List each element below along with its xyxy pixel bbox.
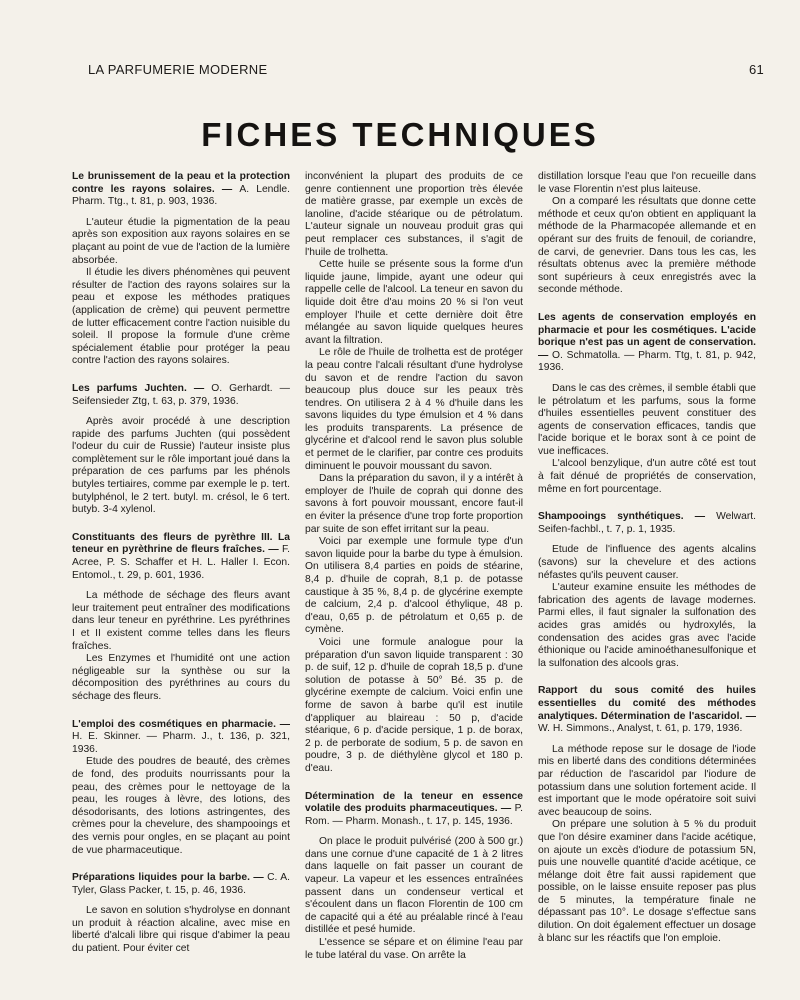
article-paragraph: On place le produit pulvérisé (200 à 500 gr.) dans une cornue d'une capacité de 1 à 2 litres dans laquelle on fait passer un courant de vapeur. La vapeur et les essences entraînées passent dans un condenseur vertical et s'écoulent dans un flacon Florentin de 100 cm de capacité qui a été au préalable rincé à l'eau distillée et pesé humide. xyxy=(305,836,523,936)
article-title: Préparations liquides pour la barbe. — xyxy=(72,872,264,884)
article-paragraph: L'auteur examine ensuite les méthodes de fabrication des agents de lavage modernes. Parmi elles, il faut signaler la sulfonation des acides gras amidés ou hydroxylés, la condensation des acides gras avec l'acide éthionique ou l'acide aminoéthanesulfonique et la sulfonation des alcools gras. xyxy=(538,582,756,669)
article-brunissement xyxy=(72,171,290,368)
page-number: 61 xyxy=(748,62,764,77)
article-heading xyxy=(72,383,290,408)
article-cosmetiques xyxy=(72,719,290,858)
article-title: Les parfums Juchten. — xyxy=(72,382,205,394)
column-2 xyxy=(305,171,523,986)
article-barbe xyxy=(72,872,290,956)
article-citation: Welwart. Seifen-fachbl., t. 7, p. 1, 1935. xyxy=(538,511,756,535)
article-paragraph: Le rôle de l'huile de trolhetta est de protéger la peau contre l'alcali résultant d'une hydrolyse du savon et de rendre l'action du savon beaucoup plus douce sur les peaux très tendres. On utilisera 2 à 4 % d'huile dans les savons liquides du type émulsion et 4 % dans les produits transparents. La présence de glycérine et d'alcool rend le savon plus soluble et permet de le clarifier, par contre ces produits diminuent le pouvoir moussant du savon. xyxy=(305,347,523,472)
article-juchten xyxy=(72,383,290,517)
article-title: L'emploi des cosmétiques en pharmacie. — xyxy=(72,718,290,730)
article-paragraph: On a comparé les résultats que donne cette méthode et ceux qu'on obtient en appliquant la méthode de la Pharmacopée allemande et en opérant sur des fruits de fenouil, de coriandre, de carvi, de genevrier. Dans tous les cas, les résultats obtenus avec la première méthode sont supérieurs à ceux enregistrés avec la seconde méthode. xyxy=(538,196,756,296)
article-paragraph: L'alcool benzylique, d'un autre côté est tout à fait dénué de propriétés de conservation, même en fort pourcentage. xyxy=(538,458,756,495)
article-citation: A. Lendle. Pharm. Ttg., t. 81, p. 903, 1936. xyxy=(72,183,290,208)
article-title: Détermination de la teneur en essence volatile des produits pharmaceutiques. — xyxy=(305,790,523,815)
article-shampooings xyxy=(538,511,756,670)
article-paragraph: La méthode repose sur le dosage de l'iode mis en liberté dans des conditions déterminées par réduction de l'ascaridol par l'iodure de potassium dans une solution fortement acide. Il est important que le mode opératoire soit suivi avec beaucoup de soins. xyxy=(538,743,756,818)
article-citation: F. Acree, P. S. Schaffer et H. L. Haller I. Econ. Entomol., t. 29, p. 601, 1936. xyxy=(72,544,290,581)
article-paragraph: Voici une formule analogue pour la préparation d'un savon liquide transparent : 30 p. de suif, 12 p. d'huile de coprah 18,5 p. d'une solution de potasse à 50° Bé. 35 p. de glycérine exempte de calcium. Voici enfin une forme de savon à barbe qu'il est inutile d'appliquer au blaireau : 50 p, d'acide stéarique, 6 p. d'acide persique, 1 p. de borax, 2 p. de perborate de sodium, 5 p. de savon en poudre, 3 p. de diéthylène glycol et 180 p. d'eau. xyxy=(305,636,523,774)
article-paragraph: La méthode de séchage des fleurs avant leur traitement peut entraîner des modifications dans leur teneur en pyréthrine. Les pyréthrines I et II existent comme telles dans les fleurs fraîches. xyxy=(72,590,290,652)
article-title: Constituants des fleurs de pyrèthre III. La teneur en pyrèthrine de fleurs fraîches. — xyxy=(72,531,290,556)
article-paragraph: Les Enzymes et l'humidité ont une action négligeable sur la synthèse ou sur la décomposition des pyréthrines au cours du séchage des fleurs. xyxy=(72,653,290,702)
article-citation: O. Gerhardt. — Seifensieder Ztg, t. 63, p. 379, 1936. xyxy=(72,382,290,407)
article-paragraph: Dans le cas des crèmes, il semble établi que le pétrolatum et les parfums, sous la forme d'huiles essentielles peuvent constituer des agents de conservation efficaces, tandis que l'acide borique et le borax sont à ce point de vue inefficaces. xyxy=(538,382,756,457)
article-citation: O. Schmatolla. — Pharm. Ttg, t. 81, p. 942, 1936. xyxy=(538,349,756,374)
article-paragraph: On prépare une solution à 5 % du produit que l'on désire examiner dans l'acide acétique, on ajoute un excès d'iodure de potassium 5N, puis une nouvelle quantité d'acide acétique, ce mélange doit être fait aussi rapidement que possible, on le laisse ensuite reposer pas plus de 5 minutes, la température finale ne dépassant pas 10°. Le dosage s'effectue sans dilution. On doit également effectuer un dosage à blanc sur les réactifs que l'on emploie. xyxy=(538,819,756,944)
article-paragraph: Etude de l'influence des agents alcalins (savons) sur la chevelure et des actions néfastes qu'ils peuvent causer. xyxy=(538,544,756,581)
article-paragraph: distillation lorsque l'eau que l'on recueille dans le vase Florentin n'est plus laiteuse. xyxy=(538,171,756,195)
article-heading xyxy=(538,685,756,735)
article-essence-volatile xyxy=(305,791,523,963)
article-paragraph: Voici par exemple une formule type d'un savon liquide pour la barbe du type à émulsion. On utilisera 8,4 parties en poids de stéarine, 8,4 p. d'huile de coprah, 8,1 p. de potasse caustique à 35 %, 8,4 p. de glycérine exempte de calcium, 2,4 p. d'alcool éthylique, 48 p. d'eau, 0,65 p. de pétrolatum et 0,65 p. de cymène. xyxy=(305,536,523,636)
article-paragraph: Le savon en solution s'hydrolyse en donnant un produit à réaction alcaline, avec mise en liberté d'alcali libre qui risque d'abimer la peau du patient. Pour éviter cet xyxy=(72,905,290,955)
article-paragraph: inconvénient la plupart des produits de ce genre contiennent une proportion très élevée de matière grasse, par exemple un excès de lanoline, d'acide stéarique ou de pétrolatum. L'auteur signale un nouveau produit gras qui peut remplacer ces substances, il s'agit de l'huile de trolhetta. xyxy=(305,171,523,258)
column-3 xyxy=(538,171,756,986)
article-paragraph: Dans la préparation du savon, il y a intérêt à employer de l'huile de coprah qui donne des savons à fort pouvoir moussant, encore faut-il en éviter la présence d'une trop forte proportion par suite de son effet irritant sur la peau. xyxy=(305,473,523,535)
article-citation: P. Rom. — Pharm. Monash., t. 17, p. 145, 1936. xyxy=(305,803,523,827)
article-paragraph: L'essence se sépare et on élimine l'eau par le tube latéral du vase. On arrête la xyxy=(305,937,523,961)
article-paragraph: L'auteur étudie la pigmentation de la peau après son exposition aux rayons solaires en se plaçant au point de vue de l'action de la lumière absorbée. xyxy=(72,216,290,266)
article-paragraph: Après avoir procédé à une description rapide des parfums Juchten (qui possèdent l'odeur du cuir de Russie) l'auteur insiste plus complètement sur le rôle important joué dans la préparation de ces parfums par les phénols butyles tertiaires, comme par exemple le p. tert. butylphénol, le 2 tert. butyl. m. crésol, le 6 tert. butyb. 3-4 xylenol. xyxy=(72,416,290,516)
article-heading xyxy=(538,312,756,375)
article-pyrethre xyxy=(72,532,290,704)
article-heading xyxy=(72,532,290,582)
article-paragraph: Etude des poudres de beauté, des crèmes de fond, des produits nourrissants pour la peau, des crèmes pour le nettoyage de la peau, les rouges à lèvre, des lotions, des désodorisants, des lotions astringentes, des crèmes pour la chevelure, des shampooings et des vernis pour ongles, en se plaçant au point de vue pharmaceutique. xyxy=(72,756,290,856)
article-paragraph: Cette huile se présente sous la forme d'un liquide jaune, limpide, ayant une odeur qui rappelle celle de l'alcool. La teneur en savon du liquide doit être d'au moins 20 % si l'on veut employer l'huile et cette dernière doit être mélangée au savon liquide quelques heures avant la filtration. xyxy=(305,259,523,346)
article-citation: H. E. Skinner. — Pharm. J., t. 136, p. 321, 1936. xyxy=(72,731,290,755)
article-paragraph: Il étudie les divers phénomènes qui peuvent résulter de l'action des rayons solaires sur la peau et expose les méthodes pratiques (application de crème) qui peuvent permettre de lutter efficacement contre l'action nuisible du soleil. Il propose la formule d'une crème spécialement établie pour protéger la peau contre l'action des rayons solaires. xyxy=(72,267,290,367)
article-heading xyxy=(538,511,756,536)
article-heading xyxy=(72,719,290,757)
article-heading xyxy=(72,171,290,209)
running-head xyxy=(88,62,764,77)
article-barbe-continued xyxy=(305,171,523,776)
column-1 xyxy=(72,171,290,986)
article-heading xyxy=(305,791,523,829)
article-columns xyxy=(72,171,756,986)
article-essence-continued xyxy=(538,171,756,297)
article-citation: W. H. Simmons., Analyst, t. 61, p. 179, 1936. xyxy=(538,723,743,735)
article-title: Rapport du sous comité des huiles essentielles du comité des méthodes analytiques. Détermination de l'ascaridol. — xyxy=(538,685,756,722)
article-title: Les agents de conservation employés en pharmacie et pour les cosmétiques. L'acide borique n'est pas un agent de conservation. — xyxy=(538,311,756,361)
article-citation: C. A. Tyler, Glass Packer, t. 15, p. 46, 1936. xyxy=(72,872,290,896)
article-title: Shampooings synthétiques. — xyxy=(538,511,705,523)
article-title: Le brunissement de la peau et la protection contre les rayons solaires. — xyxy=(72,171,290,195)
journal-name: LA PARFUMERIE MODERNE xyxy=(88,62,268,77)
article-heading xyxy=(72,872,290,897)
article-ascaridol xyxy=(538,685,756,945)
article-conservation xyxy=(538,312,756,496)
page-title: FICHES TECHNIQUES xyxy=(201,116,599,153)
